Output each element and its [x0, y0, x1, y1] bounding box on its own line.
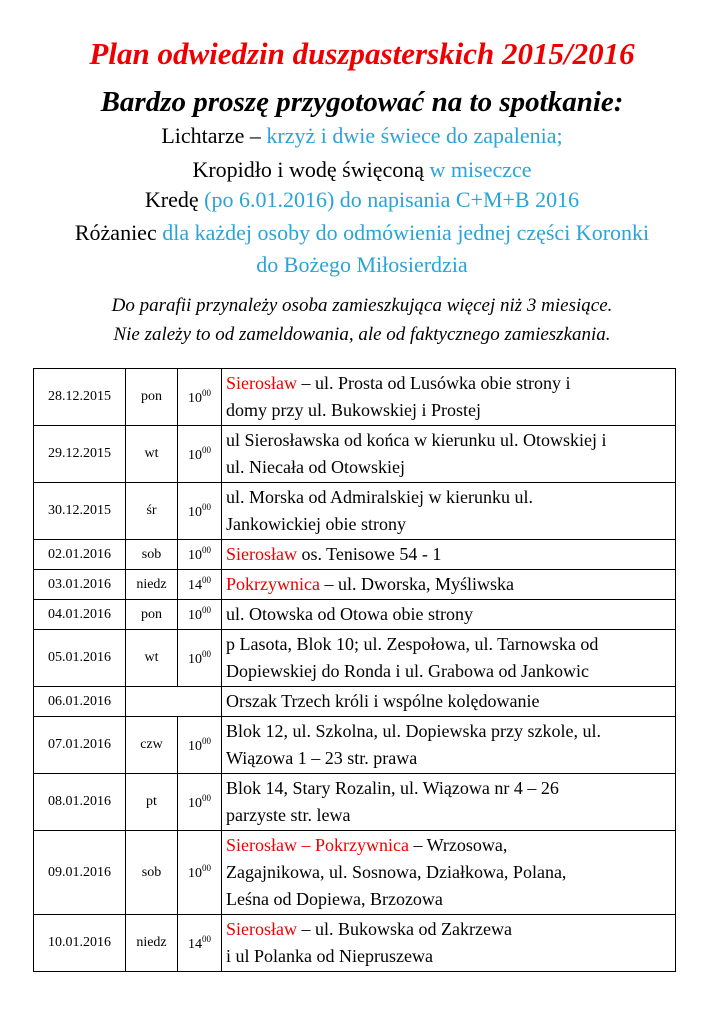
- day-cell: śr: [126, 483, 178, 540]
- location-line: [226, 745, 675, 772]
- day-cell: czw: [126, 717, 178, 774]
- day-cell: sob: [126, 831, 178, 915]
- date-cell: 29.12.2015: [34, 426, 126, 483]
- time-cell: [178, 570, 222, 600]
- location-cell: [222, 687, 676, 717]
- requirement-line: [0, 123, 724, 149]
- day-cell: wt: [126, 426, 178, 483]
- requirement-detail: (po 6.01.2016) do napisania C+M+B 2016: [204, 187, 580, 212]
- day-cell: pon: [126, 369, 178, 426]
- location-line: [226, 658, 675, 685]
- location-line: [226, 832, 675, 859]
- requirement-line: [0, 220, 724, 246]
- time-hour: 10: [188, 608, 202, 623]
- date-cell: 10.01.2016: [34, 915, 126, 972]
- location-line: [226, 916, 675, 943]
- time-cell: [178, 369, 222, 426]
- table-row: [34, 483, 676, 540]
- location-text: – ul. Dworska, Myśliwska: [319, 574, 514, 594]
- day-cell: sob: [126, 540, 178, 570]
- day-cell: pon: [126, 600, 178, 630]
- location-text: os. Tenisowe 54 - 1: [297, 544, 442, 564]
- requirement-detail: dla każdej osoby do odmówienia jednej części Koronki: [162, 220, 650, 245]
- location-line: [226, 886, 675, 913]
- time-minutes: 00: [202, 792, 211, 803]
- time-hour: 10: [188, 795, 202, 811]
- location-text: ul. Otowska od Otowa obie strony: [226, 604, 473, 624]
- location-line: [226, 571, 675, 598]
- requirement-detail: krzyż i dwie świece do zapalenia;: [266, 123, 563, 148]
- location-cell: [222, 915, 676, 972]
- location-cell: [222, 630, 676, 687]
- date-cell: 03.01.2016: [34, 570, 126, 600]
- date-cell: 28.12.2015: [34, 369, 126, 426]
- location-line: [226, 541, 675, 568]
- time-minutes: 00: [202, 444, 211, 455]
- location-text: ul. Morska od Admiralskiej w kierunku ul.: [226, 487, 533, 507]
- time-hour: 10: [188, 651, 202, 667]
- requirement-detail: do Bożego Miłosierdzia: [256, 252, 468, 277]
- location-text: ul Sierosławska od końca w kierunku ul. Otowskiej i: [226, 430, 607, 450]
- location-text: Blok 12, ul. Szkolna, ul. Dopiewska przy szkole, ul.: [226, 721, 601, 741]
- location-line: [226, 601, 675, 628]
- date-cell: 30.12.2015: [34, 483, 126, 540]
- requirement-detail: w miseczce: [429, 157, 532, 182]
- time-minutes: 00: [202, 545, 211, 555]
- page-subtitle: Bardzo proszę przygotować na to spotkanie:: [100, 86, 624, 118]
- location-text: Leśna od Dopiewa, Brzozowa: [226, 889, 443, 909]
- location-line: [226, 370, 675, 397]
- requirement-item: Lichtarze –: [161, 123, 267, 148]
- table-row: [34, 774, 676, 831]
- location-cell: [222, 831, 676, 915]
- location-line: [226, 511, 675, 538]
- location-text: Dopiewskiej do Ronda i ul. Grabowa od Jankowic: [226, 661, 589, 681]
- table-row: [34, 717, 676, 774]
- date-cell: 04.01.2016: [34, 600, 126, 630]
- location-village: Pokrzywnica: [226, 574, 320, 594]
- table-row: [34, 687, 676, 717]
- empty-cell: [126, 687, 222, 717]
- location-line: [226, 688, 675, 715]
- day-cell: pt: [126, 774, 178, 831]
- location-text: Wiązowa 1 – 23 str. prawa: [226, 748, 418, 768]
- time-hour: 14: [188, 936, 202, 952]
- table-row: [34, 570, 676, 600]
- requirement-item: Różaniec: [74, 220, 163, 245]
- location-line: [226, 454, 675, 481]
- location-text: Zagajnikowa, ul. Sosnowa, Działkowa, Polana,: [226, 862, 567, 882]
- location-text: ul. Niecała od Otowskiej: [226, 457, 405, 477]
- date-cell: 09.01.2016: [34, 831, 126, 915]
- date-cell: 06.01.2016: [34, 687, 126, 717]
- time-minutes: 00: [202, 387, 211, 398]
- schedule-table: [33, 368, 676, 972]
- location-line: [226, 775, 675, 802]
- time-minutes: 00: [202, 735, 211, 746]
- location-cell: [222, 369, 676, 426]
- location-line: [226, 427, 675, 454]
- table-row: [34, 915, 676, 972]
- time-cell: [178, 483, 222, 540]
- time-cell: [178, 774, 222, 831]
- location-text: – ul. Bukowska od Zakrzewa: [297, 919, 512, 939]
- time-cell: [178, 915, 222, 972]
- table-row: [34, 369, 676, 426]
- location-text: Blok 14, Stary Rozalin, ul. Wiązowa nr 4 – 26: [226, 778, 559, 798]
- time-cell: [178, 630, 222, 687]
- time-hour: 10: [188, 390, 202, 406]
- location-cell: [222, 426, 676, 483]
- time-minutes: 00: [202, 863, 211, 873]
- time-cell: [178, 600, 222, 630]
- location-line: [226, 802, 675, 829]
- table-row: [34, 831, 676, 915]
- time-minutes: 00: [202, 501, 211, 512]
- time-minutes: 00: [202, 575, 211, 585]
- location-text: domy przy ul. Bukowskiej i Prostej: [226, 400, 481, 420]
- location-text: – ul. Prosta od Lusówka obie strony i: [297, 373, 571, 393]
- time-hour: 10: [188, 447, 202, 463]
- location-line: [226, 943, 675, 970]
- time-minutes: 00: [202, 648, 211, 659]
- location-line: [226, 859, 675, 886]
- date-cell: 08.01.2016: [34, 774, 126, 831]
- day-cell: niedz: [126, 915, 178, 972]
- location-cell: [222, 540, 676, 570]
- location-text: p Lasota, Blok 10; ul. Zespołowa, ul. Tarnowska od: [226, 634, 599, 654]
- time-hour: 10: [188, 738, 202, 754]
- location-text: Orszak Trzech króli i wspólne kolędowanie: [226, 691, 540, 711]
- requirement-line: [0, 252, 724, 278]
- parish-note: Nie zależy to od zameldowania, ale od faktycznego zamieszkania.: [113, 324, 611, 345]
- location-village: Sierosław: [226, 544, 297, 564]
- table-row: [34, 426, 676, 483]
- time-minutes: 00: [202, 605, 211, 615]
- time-cell: [178, 831, 222, 915]
- table-row: [34, 630, 676, 687]
- parish-note: Do parafii przynależy osoba zamieszkująca więcej niż 3 miesiące.: [111, 295, 613, 316]
- requirement-item: Kredę: [144, 187, 205, 212]
- date-cell: 02.01.2016: [34, 540, 126, 570]
- location-line: [226, 718, 675, 745]
- requirement-item: Kropidło i wodę święconą: [192, 157, 430, 182]
- location-text: – Wrzosowa,: [408, 835, 508, 855]
- location-village: Sierosław: [226, 919, 297, 939]
- day-cell: wt: [126, 630, 178, 687]
- date-cell: 05.01.2016: [34, 630, 126, 687]
- location-text: i ul Polanka od Niepruszewa: [226, 946, 433, 966]
- time-cell: [178, 717, 222, 774]
- table-row: [34, 600, 676, 630]
- location-village: Sierosław: [226, 373, 297, 393]
- day-cell: niedz: [126, 570, 178, 600]
- time-hour: 14: [188, 578, 202, 593]
- location-line: [226, 631, 675, 658]
- time-hour: 10: [188, 548, 202, 563]
- location-village: Sierosław – Pokrzywnica: [226, 835, 409, 855]
- location-line: [226, 484, 675, 511]
- date-cell: 07.01.2016: [34, 717, 126, 774]
- location-cell: [222, 483, 676, 540]
- location-cell: [222, 600, 676, 630]
- location-text: parzyste str. lewa: [226, 805, 351, 825]
- time-hour: 10: [188, 504, 202, 520]
- location-cell: [222, 570, 676, 600]
- page-title: Plan odwiedzin duszpasterskich 2015/2016: [89, 36, 635, 71]
- table-row: [34, 540, 676, 570]
- location-line: [226, 397, 675, 424]
- time-cell: [178, 426, 222, 483]
- time-cell: [178, 540, 222, 570]
- requirement-line: [0, 157, 724, 183]
- time-hour: 10: [188, 866, 202, 881]
- requirement-line: [0, 187, 724, 213]
- location-cell: [222, 774, 676, 831]
- location-cell: [222, 717, 676, 774]
- time-minutes: 00: [202, 933, 211, 944]
- location-text: Jankowickiej obie strony: [226, 514, 406, 534]
